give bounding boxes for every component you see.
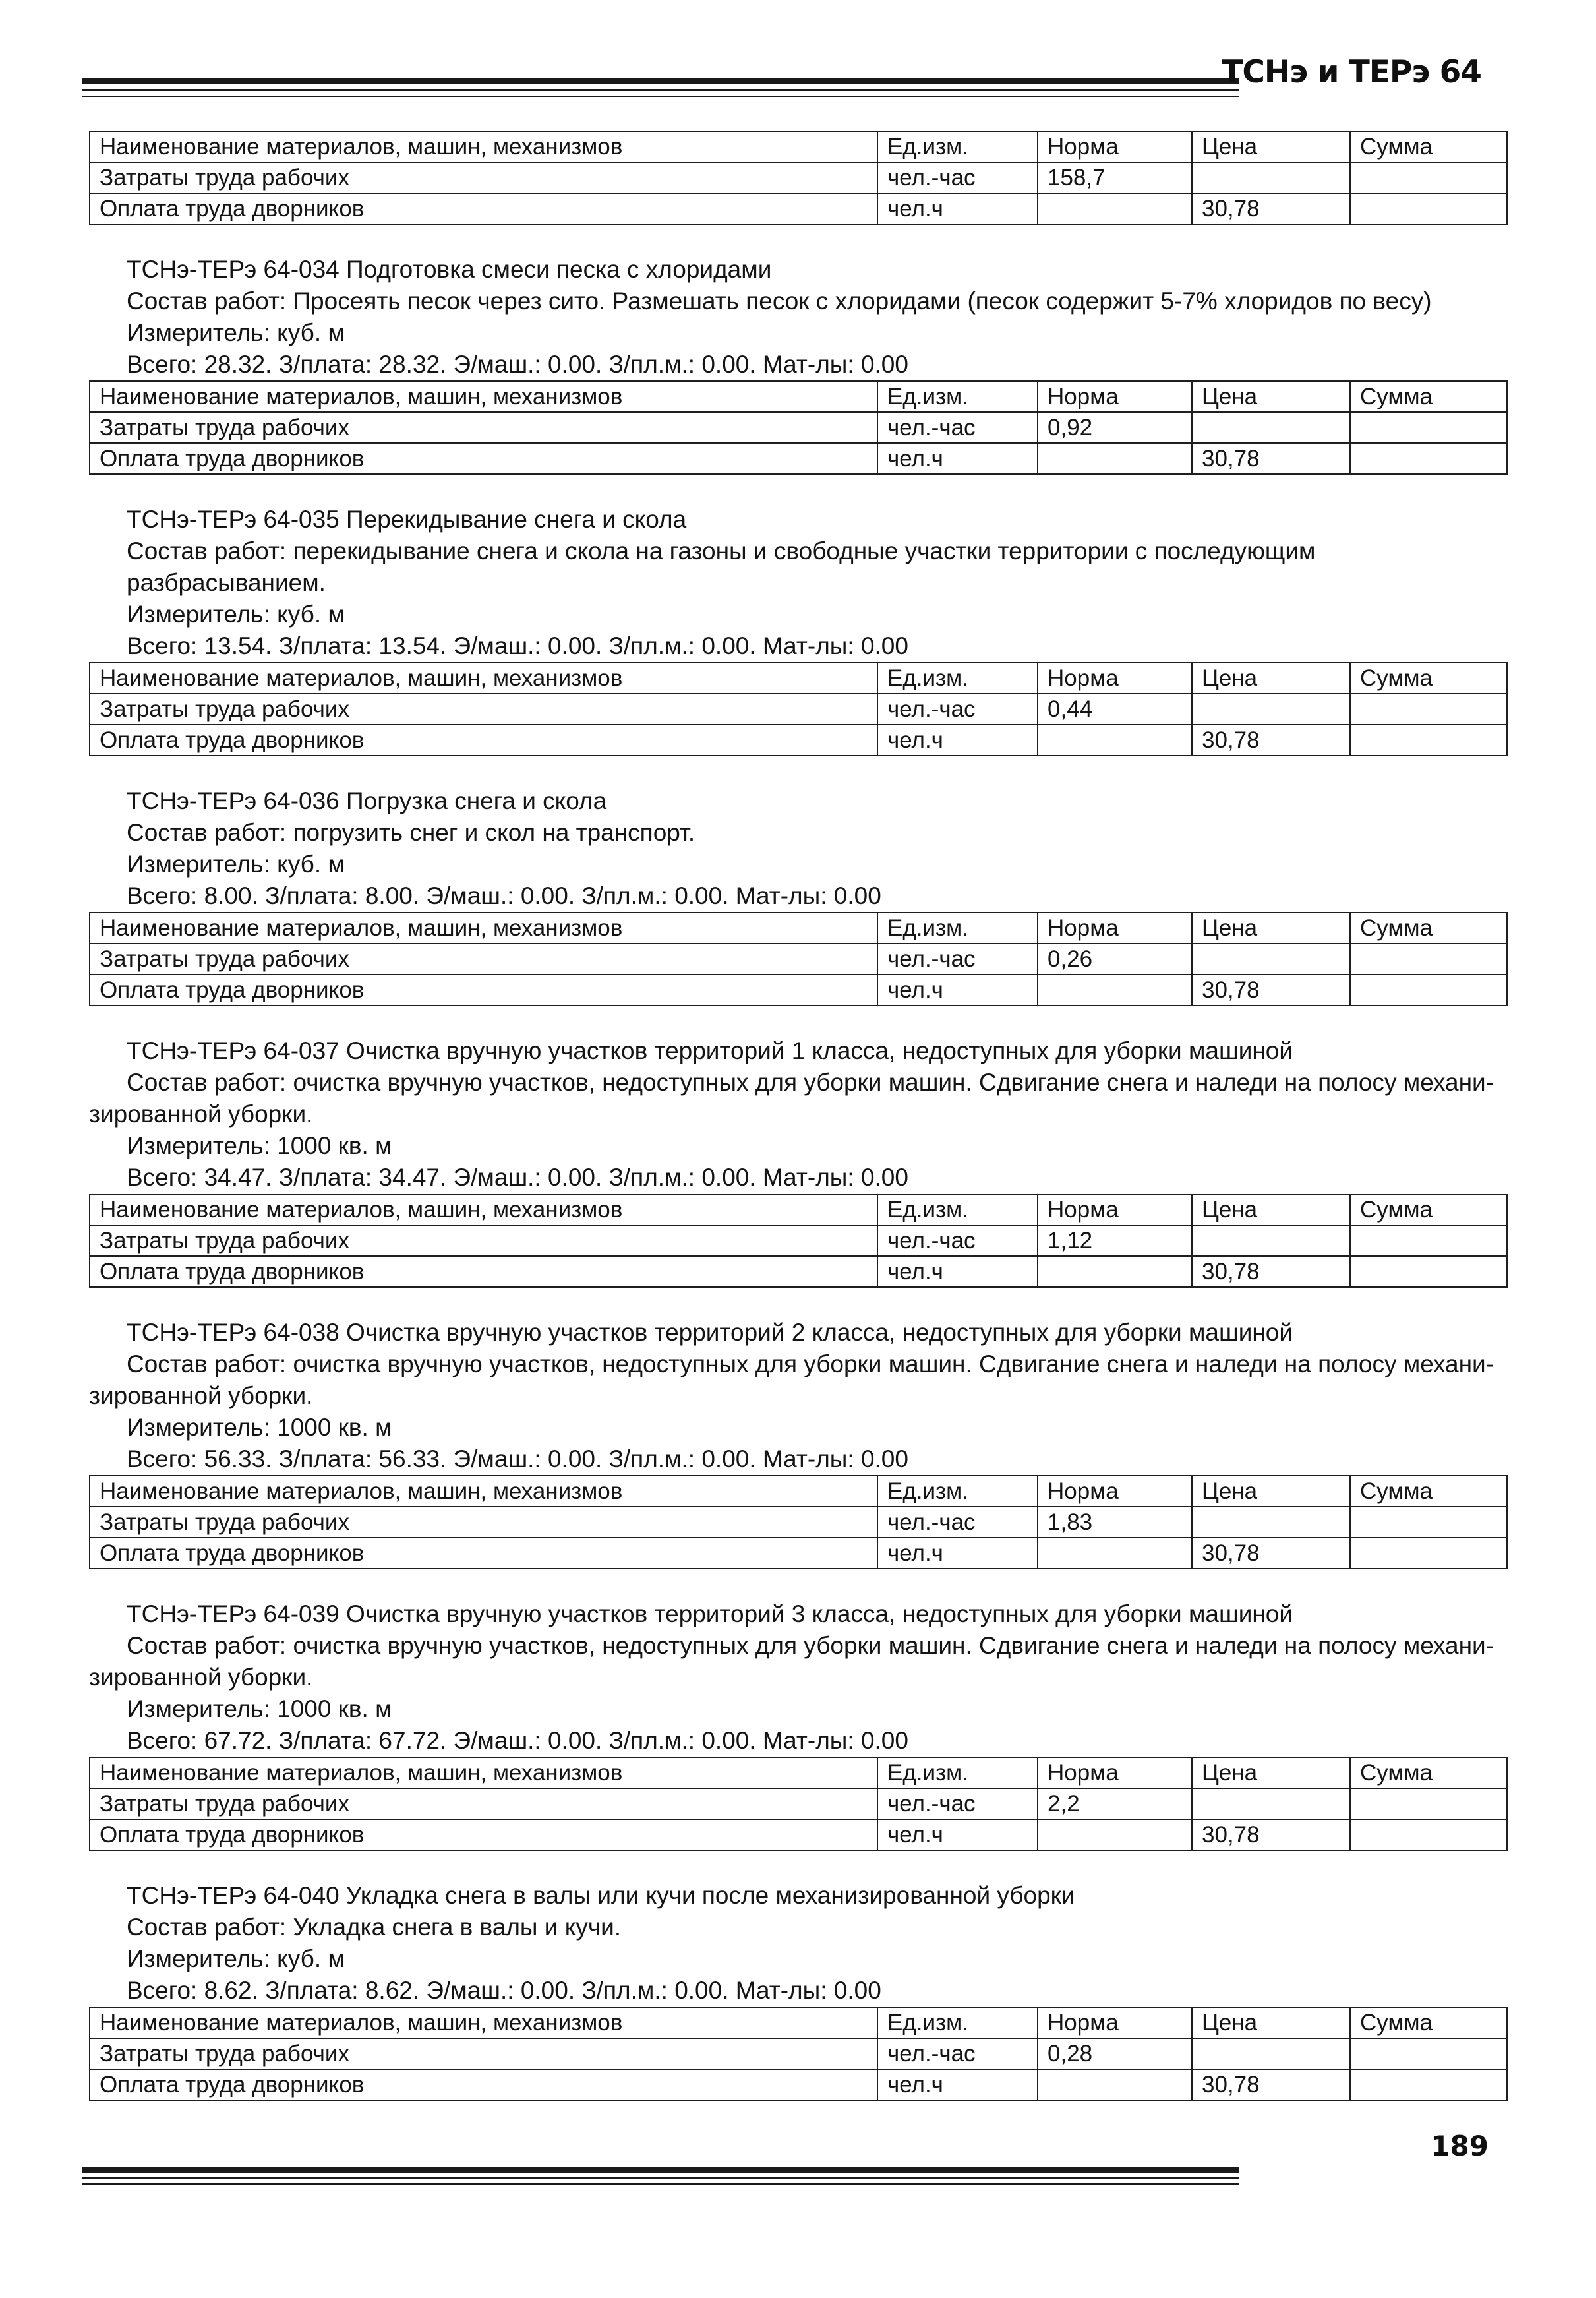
cell-name: Оплата труда дворников — [90, 193, 877, 224]
header-rule-thin-2 — [82, 96, 1239, 97]
totals-line: Всего: 67.72. З/плата: 67.72. Э/маш.: 0.00. З/пл.м.: 0.00. Мат-лы: 0.00 — [127, 1727, 908, 1754]
cell-sum — [1350, 725, 1507, 756]
cell-price: 30,78 — [1192, 975, 1350, 1006]
cell-unit: чел.-час — [877, 1788, 1038, 1819]
norm-table — [89, 1194, 1508, 1288]
cell-unit: чел.-час — [877, 944, 1038, 975]
norm-section-64-040 — [89, 1880, 1506, 2101]
table-row — [90, 1256, 1507, 1287]
cell-unit: чел.-час — [877, 2038, 1038, 2069]
header-rule-thin — [82, 89, 1239, 91]
cell-price: 30,78 — [1192, 1256, 1350, 1287]
header-cell-name: Наименование материалов, машин, механизмов — [90, 1476, 877, 1507]
header-cell-name: Наименование материалов, машин, механизмов — [90, 1757, 877, 1788]
work-description: Состав работ: очистка вручную участков, недоступных для уборки машин. Сдвигание снега и наледи на полосу механи- — [127, 1350, 1494, 1377]
work-description-continued: зированной уборки. — [89, 1664, 313, 1691]
cell-sum — [1350, 443, 1507, 474]
cell-price: 30,78 — [1192, 725, 1350, 756]
table-row — [90, 944, 1507, 975]
cell-norm — [1038, 193, 1192, 224]
cell-norm — [1038, 2069, 1192, 2100]
header-cell-sum: Сумма — [1350, 1476, 1507, 1507]
cell-norm: 2,2 — [1038, 1788, 1192, 1819]
norm-table — [89, 1757, 1508, 1851]
norm-section-64-039 — [89, 1598, 1506, 1851]
header-cell-norm: Норма — [1038, 1757, 1192, 1788]
work-description-continued: зированной уборки. — [89, 1382, 313, 1409]
header-cell-name: Наименование материалов, машин, механизмов — [90, 381, 877, 412]
header-cell-name: Наименование материалов, машин, механизмов — [90, 131, 877, 162]
section-title: ТСНэ-ТЕРэ 64-037 Очистка вручную участков территорий 1 класса, недоступных для уборки машиной — [127, 1037, 1293, 1064]
cell-price — [1192, 1225, 1350, 1256]
cell-price — [1192, 944, 1350, 975]
cell-price: 30,78 — [1192, 1538, 1350, 1569]
cell-unit: чел.ч — [877, 443, 1038, 474]
header-cell-sum: Сумма — [1350, 381, 1507, 412]
header-cell-sum: Сумма — [1350, 1194, 1507, 1225]
cell-norm — [1038, 975, 1192, 1006]
cell-norm: 0,28 — [1038, 2038, 1192, 2069]
header-cell-unit: Ед.изм. — [877, 663, 1038, 694]
cell-norm: 1,12 — [1038, 1225, 1192, 1256]
norm-section-64-038 — [89, 1317, 1506, 1569]
measure-unit: Измеритель: 1000 кв. м — [127, 1695, 392, 1722]
measure-unit: Измеритель: куб. м — [127, 1945, 345, 1972]
cell-price: 30,78 — [1192, 2069, 1350, 2100]
header-cell-sum: Сумма — [1350, 663, 1507, 694]
measure-unit: Измеритель: 1000 кв. м — [127, 1414, 392, 1441]
table-row — [90, 2038, 1507, 2069]
cell-norm — [1038, 1256, 1192, 1287]
cell-price: 30,78 — [1192, 193, 1350, 224]
measure-unit: Измеритель: куб. м — [127, 319, 345, 346]
cell-name: Оплата труда дворников — [90, 725, 877, 756]
work-description: Состав работ: погрузить снег и скол на транспорт. — [127, 819, 695, 846]
section-title: ТСНэ-ТЕРэ 64-040 Укладка снега в валы или кучи после механизированной уборки — [127, 1882, 1075, 1909]
table-header-row — [90, 913, 1507, 944]
table-row — [90, 694, 1507, 725]
table-row — [90, 1788, 1507, 1819]
header-rule-thick — [82, 78, 1239, 84]
table-row — [90, 1225, 1507, 1256]
measure-unit: Измеритель: 1000 кв. м — [127, 1132, 392, 1159]
work-description-continued: зированной уборки. — [89, 1101, 313, 1128]
work-description: Состав работ: перекидывание снега и скола на газоны и свободные участки территории с последующим разбрасыванием. — [127, 537, 1316, 596]
cell-price — [1192, 2038, 1350, 2069]
section-title: ТСНэ-ТЕРэ 64-036 Погрузка снега и скола — [127, 787, 607, 814]
table-row — [90, 1507, 1507, 1538]
table-row — [90, 443, 1507, 474]
cell-sum — [1350, 1788, 1507, 1819]
cell-norm — [1038, 443, 1192, 474]
header-cell-price: Цена — [1192, 663, 1350, 694]
header-cell-unit: Ед.изм. — [877, 1757, 1038, 1788]
norm-section-64-034 — [89, 254, 1506, 475]
header-cell-name: Наименование материалов, машин, механизмов — [90, 913, 877, 944]
header-cell-name: Наименование материалов, машин, механизмов — [90, 1194, 877, 1225]
norm-section-64-036 — [89, 785, 1506, 1006]
norm-table — [89, 912, 1508, 1006]
norm-section-64-037 — [89, 1035, 1506, 1288]
header-cell-price: Цена — [1192, 131, 1350, 162]
cell-sum — [1350, 193, 1507, 224]
header-cell-norm: Норма — [1038, 131, 1192, 162]
cell-unit: чел.-час — [877, 162, 1038, 193]
cell-name: Оплата труда дворников — [90, 1538, 877, 1569]
cell-sum — [1350, 1507, 1507, 1538]
header-cell-sum: Сумма — [1350, 131, 1507, 162]
cell-sum — [1350, 944, 1507, 975]
measure-unit: Измеритель: куб. м — [127, 851, 345, 878]
cell-sum — [1350, 1538, 1507, 1569]
header-cell-name: Наименование материалов, машин, механизмов — [90, 2007, 877, 2038]
cell-name: Затраты труда рабочих — [90, 2038, 877, 2069]
header-cell-sum: Сумма — [1350, 2007, 1507, 2038]
section-title: ТСНэ-ТЕРэ 64-034 Подготовка смеси песка с хлоридами — [127, 256, 772, 283]
cell-unit: чел.-час — [877, 412, 1038, 443]
cell-norm — [1038, 725, 1192, 756]
norm-table — [89, 380, 1508, 475]
table-header-row — [90, 2007, 1507, 2038]
cell-price — [1192, 1788, 1350, 1819]
header-cell-unit: Ед.изм. — [877, 381, 1038, 412]
cell-unit: чел.ч — [877, 1819, 1038, 1850]
table-header-row — [90, 131, 1507, 162]
cell-norm: 0,26 — [1038, 944, 1192, 975]
cell-name: Оплата труда дворников — [90, 1819, 877, 1850]
cell-unit: чел.ч — [877, 975, 1038, 1006]
header-cell-unit: Ед.изм. — [877, 2007, 1038, 2038]
totals-line: Всего: 28.32. З/плата: 28.32. Э/маш.: 0.00. З/пл.м.: 0.00. Мат-лы: 0.00 — [127, 351, 908, 378]
totals-line: Всего: 8.62. З/плата: 8.62. Э/маш.: 0.00. З/пл.м.: 0.00. Мат-лы: 0.00 — [127, 1977, 881, 2004]
cell-unit: чел.ч — [877, 725, 1038, 756]
cell-sum — [1350, 2069, 1507, 2100]
cell-price: 30,78 — [1192, 443, 1350, 474]
cell-name: Затраты труда рабочих — [90, 412, 877, 443]
cell-norm: 158,7 — [1038, 162, 1192, 193]
work-description: Состав работ: Укладка снега в валы и кучи. — [127, 1914, 622, 1941]
cell-name: Затраты труда рабочих — [90, 944, 877, 975]
norm-table — [89, 2007, 1508, 2101]
table-row — [90, 193, 1507, 224]
cell-price: 30,78 — [1192, 1819, 1350, 1850]
header-cell-norm: Норма — [1038, 1194, 1192, 1225]
cell-unit: чел.ч — [877, 1256, 1038, 1287]
cell-sum — [1350, 1819, 1507, 1850]
cell-norm — [1038, 1538, 1192, 1569]
cell-norm — [1038, 1819, 1192, 1850]
totals-line: Всего: 13.54. З/плата: 13.54. Э/маш.: 0.00. З/пл.м.: 0.00. Мат-лы: 0.00 — [127, 632, 908, 659]
cell-sum — [1350, 1225, 1507, 1256]
work-description: Состав работ: Просеять песок через сито. Размешать песок с хлоридами (песок содержит 5-7% хлоридов по весу) — [127, 287, 1432, 315]
cell-name: Затраты труда рабочих — [90, 1507, 877, 1538]
table-row — [90, 1819, 1507, 1850]
cell-norm: 1,83 — [1038, 1507, 1192, 1538]
header-cell-price: Цена — [1192, 381, 1350, 412]
table-row — [90, 1538, 1507, 1569]
header-cell-price: Цена — [1192, 2007, 1350, 2038]
header-cell-norm: Норма — [1038, 663, 1192, 694]
header-cell-norm: Норма — [1038, 1476, 1192, 1507]
norm-table — [89, 1475, 1508, 1569]
page-number: 189 — [1431, 2130, 1489, 2162]
page-header-title: ТСНэ и ТЕРэ 64 — [1222, 54, 1481, 90]
cell-name: Оплата труда дворников — [90, 1256, 877, 1287]
table-header-row — [90, 1194, 1507, 1225]
header-cell-price: Цена — [1192, 1757, 1350, 1788]
header-cell-unit: Ед.изм. — [877, 1476, 1038, 1507]
header-cell-price: Цена — [1192, 1476, 1350, 1507]
cell-unit: чел.ч — [877, 193, 1038, 224]
cell-price — [1192, 162, 1350, 193]
cell-sum — [1350, 694, 1507, 725]
section-title: ТСНэ-ТЕРэ 64-038 Очистка вручную участков территорий 2 класса, недоступных для уборки машиной — [127, 1319, 1293, 1346]
header-cell-unit: Ед.изм. — [877, 131, 1038, 162]
table-header-row — [90, 1476, 1507, 1507]
cell-name: Оплата труда дворников — [90, 975, 877, 1006]
header-cell-unit: Ед.изм. — [877, 913, 1038, 944]
header-cell-price: Цена — [1192, 1194, 1350, 1225]
cell-name: Затраты труда рабочих — [90, 162, 877, 193]
header-cell-name: Наименование материалов, машин, механизмов — [90, 663, 877, 694]
footer-rule-thin-2 — [82, 2183, 1239, 2185]
section-title: ТСНэ-ТЕРэ 64-035 Перекидывание снега и скола — [127, 506, 687, 533]
header-cell-unit: Ед.изм. — [877, 1194, 1038, 1225]
table-row — [90, 725, 1507, 756]
cell-price — [1192, 412, 1350, 443]
totals-line: Всего: 56.33. З/плата: 56.33. Э/маш.: 0.00. З/пл.м.: 0.00. Мат-лы: 0.00 — [127, 1445, 908, 1472]
norm-section-64-035 — [89, 504, 1506, 756]
cell-name: Оплата труда дворников — [90, 2069, 877, 2100]
cell-norm: 0,92 — [1038, 412, 1192, 443]
header-cell-price: Цена — [1192, 913, 1350, 944]
totals-line: Всего: 8.00. З/плата: 8.00. Э/маш.: 0.00. З/пл.м.: 0.00. Мат-лы: 0.00 — [127, 882, 881, 909]
cell-name: Затраты труда рабочих — [90, 1788, 877, 1819]
footer-rule-thin — [82, 2177, 1239, 2179]
cell-unit: чел.-час — [877, 1507, 1038, 1538]
table-row — [90, 975, 1507, 1006]
cell-price — [1192, 1507, 1350, 1538]
cell-price — [1192, 694, 1350, 725]
work-description: Состав работ: очистка вручную участков, недоступных для уборки машин. Сдвигание снега и наледи на полосу механи- — [127, 1632, 1494, 1659]
cell-name: Оплата труда дворников — [90, 443, 877, 474]
norm-table-first — [89, 131, 1508, 225]
cell-unit: чел.-час — [877, 1225, 1038, 1256]
cell-name: Затраты труда рабочих — [90, 694, 877, 725]
header-cell-norm: Норма — [1038, 2007, 1192, 2038]
norm-table — [89, 662, 1508, 756]
header-cell-norm: Норма — [1038, 381, 1192, 412]
totals-line: Всего: 34.47. З/плата: 34.47. Э/маш.: 0.00. З/пл.м.: 0.00. Мат-лы: 0.00 — [127, 1164, 908, 1191]
section-title: ТСНэ-ТЕРэ 64-039 Очистка вручную участков территорий 3 класса, недоступных для уборки машиной — [127, 1600, 1293, 1627]
table-row — [90, 162, 1507, 193]
header-cell-norm: Норма — [1038, 913, 1192, 944]
table-row — [90, 2069, 1507, 2100]
cell-sum — [1350, 412, 1507, 443]
cell-sum — [1350, 2038, 1507, 2069]
header-cell-sum: Сумма — [1350, 1757, 1507, 1788]
cell-sum — [1350, 975, 1507, 1006]
work-description: Состав работ: очистка вручную участков, недоступных для уборки машин. Сдвигание снега и наледи на полосу механи- — [127, 1069, 1494, 1096]
measure-unit: Измеритель: куб. м — [127, 601, 345, 628]
table-header-row — [90, 381, 1507, 412]
footer-rule-thick — [82, 2167, 1239, 2173]
header-cell-sum: Сумма — [1350, 913, 1507, 944]
table-header-row — [90, 1757, 1507, 1788]
table-row — [90, 412, 1507, 443]
cell-sum — [1350, 1256, 1507, 1287]
cell-unit: чел.-час — [877, 694, 1038, 725]
cell-unit: чел.ч — [877, 2069, 1038, 2100]
cell-name: Затраты труда рабочих — [90, 1225, 877, 1256]
cell-unit: чел.ч — [877, 1538, 1038, 1569]
document-body — [89, 131, 1506, 2101]
table-header-row — [90, 663, 1507, 694]
cell-norm: 0,44 — [1038, 694, 1192, 725]
cell-sum — [1350, 162, 1507, 193]
